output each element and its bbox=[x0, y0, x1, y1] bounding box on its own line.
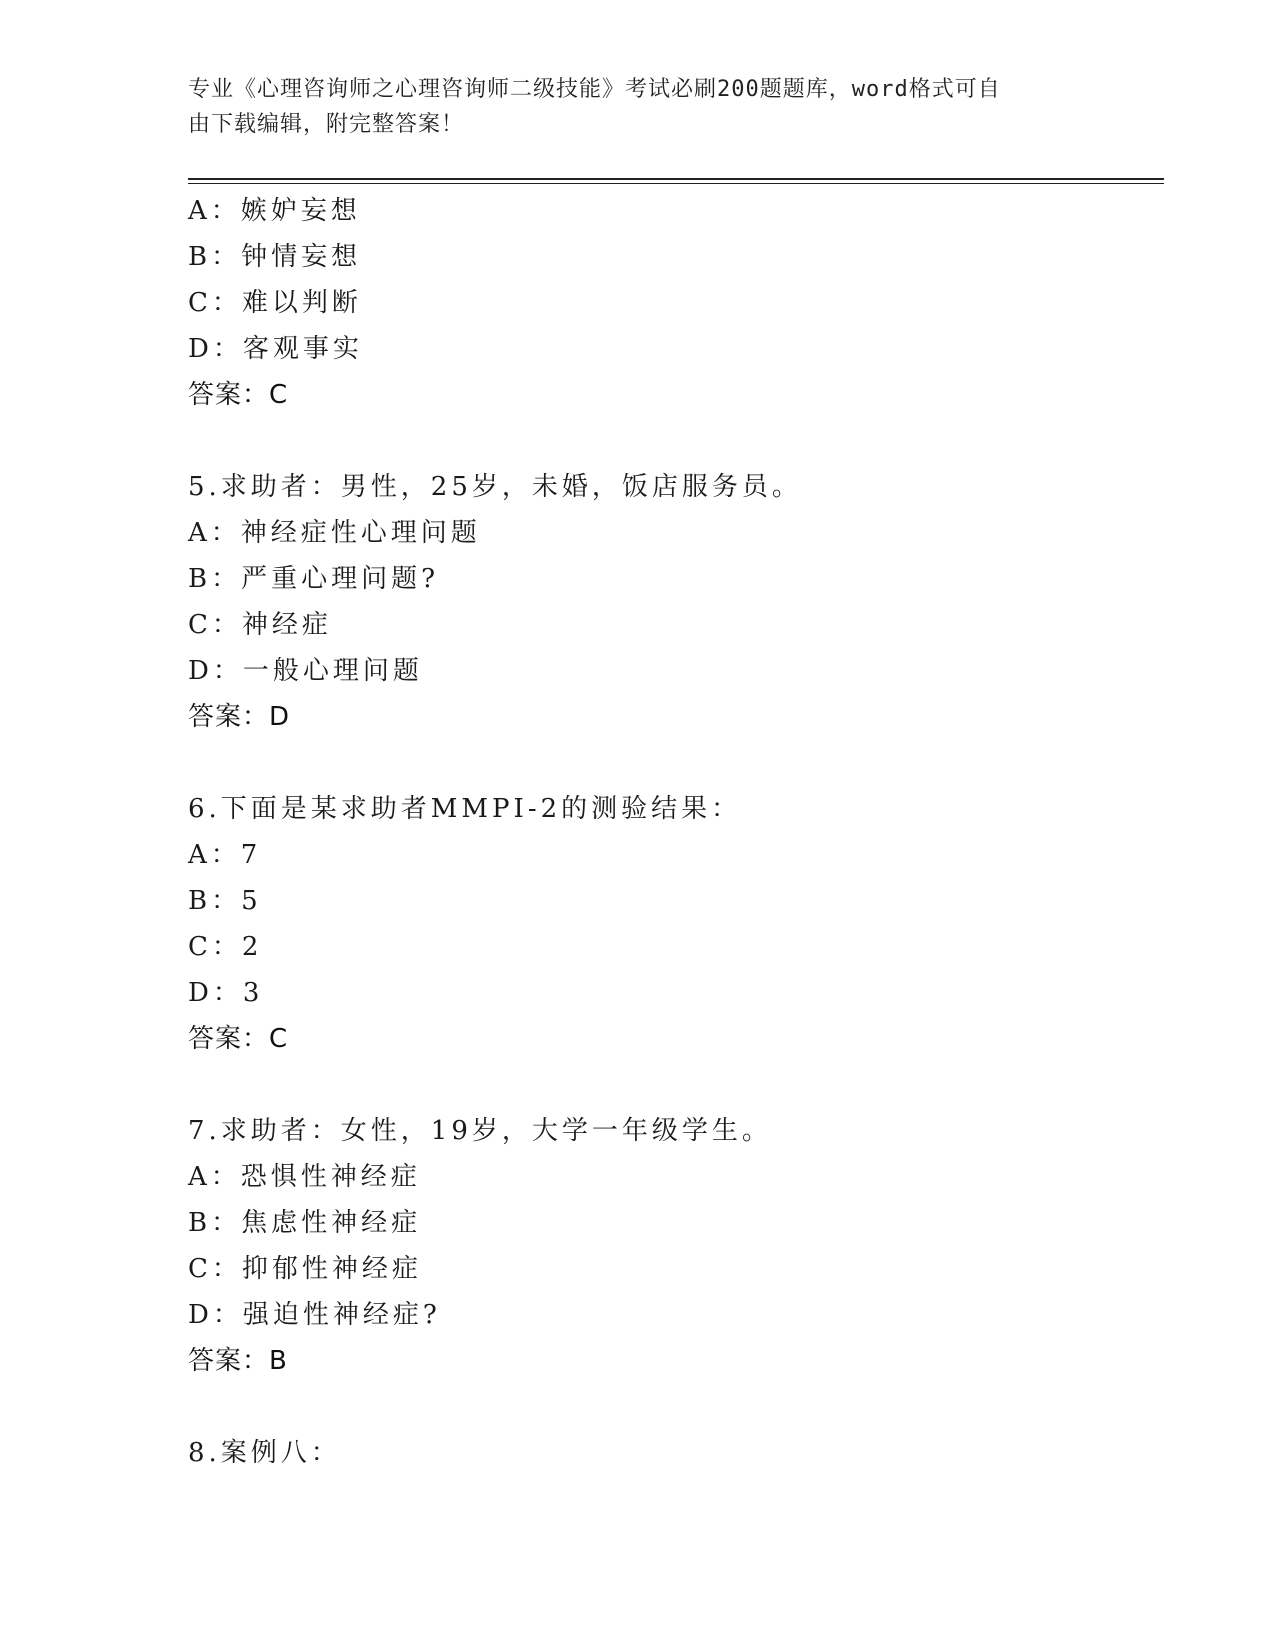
question-5 bbox=[188, 464, 1168, 740]
option-a: A：恐惧性神经症 bbox=[188, 1162, 421, 1192]
header-rule-thick bbox=[188, 178, 1164, 180]
answer: 答案：C bbox=[188, 380, 289, 410]
option-a: A：嫉妒妄想 bbox=[188, 196, 361, 226]
question-6 bbox=[188, 786, 1168, 1062]
question-8 bbox=[188, 1430, 1168, 1476]
answer: 答案：D bbox=[188, 702, 291, 732]
answer: 答案：B bbox=[188, 1346, 288, 1376]
option-c: C：难以判断 bbox=[188, 288, 362, 318]
question-4 bbox=[188, 188, 1168, 418]
document-header bbox=[188, 72, 1068, 142]
option-a: A：7 bbox=[188, 840, 262, 870]
option-d: D：3 bbox=[188, 978, 264, 1008]
option-c: C：神经症 bbox=[188, 610, 332, 640]
question-7 bbox=[188, 1108, 1168, 1384]
option-b: B：钟情妄想 bbox=[188, 242, 362, 272]
option-c: C：抑郁性神经症 bbox=[188, 1254, 422, 1284]
answer: 答案：C bbox=[188, 1024, 289, 1054]
question-stem: 5.求助者：男性，25岁，未婚，饭店服务员。 bbox=[188, 472, 802, 502]
question-stem: 7.求助者：女性，19岁，大学一年级学生。 bbox=[188, 1116, 772, 1146]
option-b: B：严重心理问题? bbox=[188, 564, 440, 594]
option-b: B：5 bbox=[188, 886, 262, 916]
header-rule-thin bbox=[188, 183, 1164, 184]
header-line-2: 由下载编辑，附完整答案！ bbox=[188, 112, 465, 137]
option-b: B：焦虑性神经症 bbox=[188, 1208, 422, 1238]
option-d: D：强迫性神经症? bbox=[188, 1300, 441, 1330]
option-d: D：一般心理问题 bbox=[188, 656, 423, 686]
option-a: A：神经症性心理问题 bbox=[188, 518, 481, 548]
header-line-1: 专业《心理咨询师之心理咨询师二级技能》考试必刷200题题库，word格式可自 bbox=[188, 77, 1001, 102]
option-d: D：客观事实 bbox=[188, 334, 363, 364]
question-stem: 6.下面是某求助者MMPI-2的测验结果： bbox=[188, 794, 742, 824]
question-list bbox=[188, 188, 1168, 1476]
option-c: C：2 bbox=[188, 932, 263, 962]
question-stem: 8.案例八： bbox=[188, 1438, 341, 1468]
